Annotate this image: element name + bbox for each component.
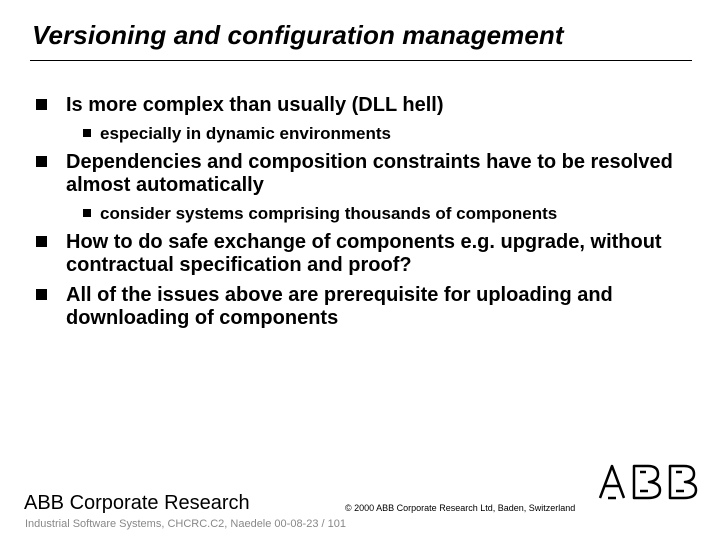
- bullet-text: Is more complex than usually (DLL hell): [66, 94, 444, 116]
- bullet-text: All of the issues above are prerequisite for uploading and downloading of components: [66, 284, 613, 329]
- title-divider: [30, 60, 692, 61]
- bullet-text: Dependencies and composition constraints have to be resolved almost automatically: [66, 151, 673, 196]
- sub-bullet-item: [100, 204, 690, 224]
- bullet-square-icon: [36, 156, 47, 167]
- bullet-square-icon: [36, 99, 47, 110]
- bullet-square-icon: [36, 236, 47, 247]
- sub-bullet-text: especially in dynamic environments: [100, 124, 392, 143]
- sub-bullet-item: [100, 124, 690, 144]
- sub-bullet-square-icon: [83, 129, 91, 137]
- sub-bullet-text: consider systems comprising thousands of components: [100, 204, 558, 223]
- footer-brand: ABB Corporate Research: [24, 492, 250, 514]
- bullet-item: [66, 151, 686, 197]
- footer-subtitle: Industrial Software Systems, CHCRC.C2, Naedele 00-08-23 / 101: [25, 518, 346, 530]
- footer-copyright: © 2000 ABB Corporate Research Ltd, Baden, Switzerland: [345, 503, 576, 513]
- bullet-text: How to do safe exchange of components e.g. upgrade, without contractual specification and proof?: [66, 231, 662, 276]
- bullet-item: [66, 284, 686, 330]
- bullet-square-icon: [36, 289, 47, 300]
- sub-bullet-square-icon: [83, 209, 91, 217]
- bullet-item: [66, 231, 686, 277]
- abb-logo-icon: [594, 458, 706, 502]
- slide-title: Versioning and configuration management: [32, 20, 564, 50]
- bullet-item: [66, 94, 686, 117]
